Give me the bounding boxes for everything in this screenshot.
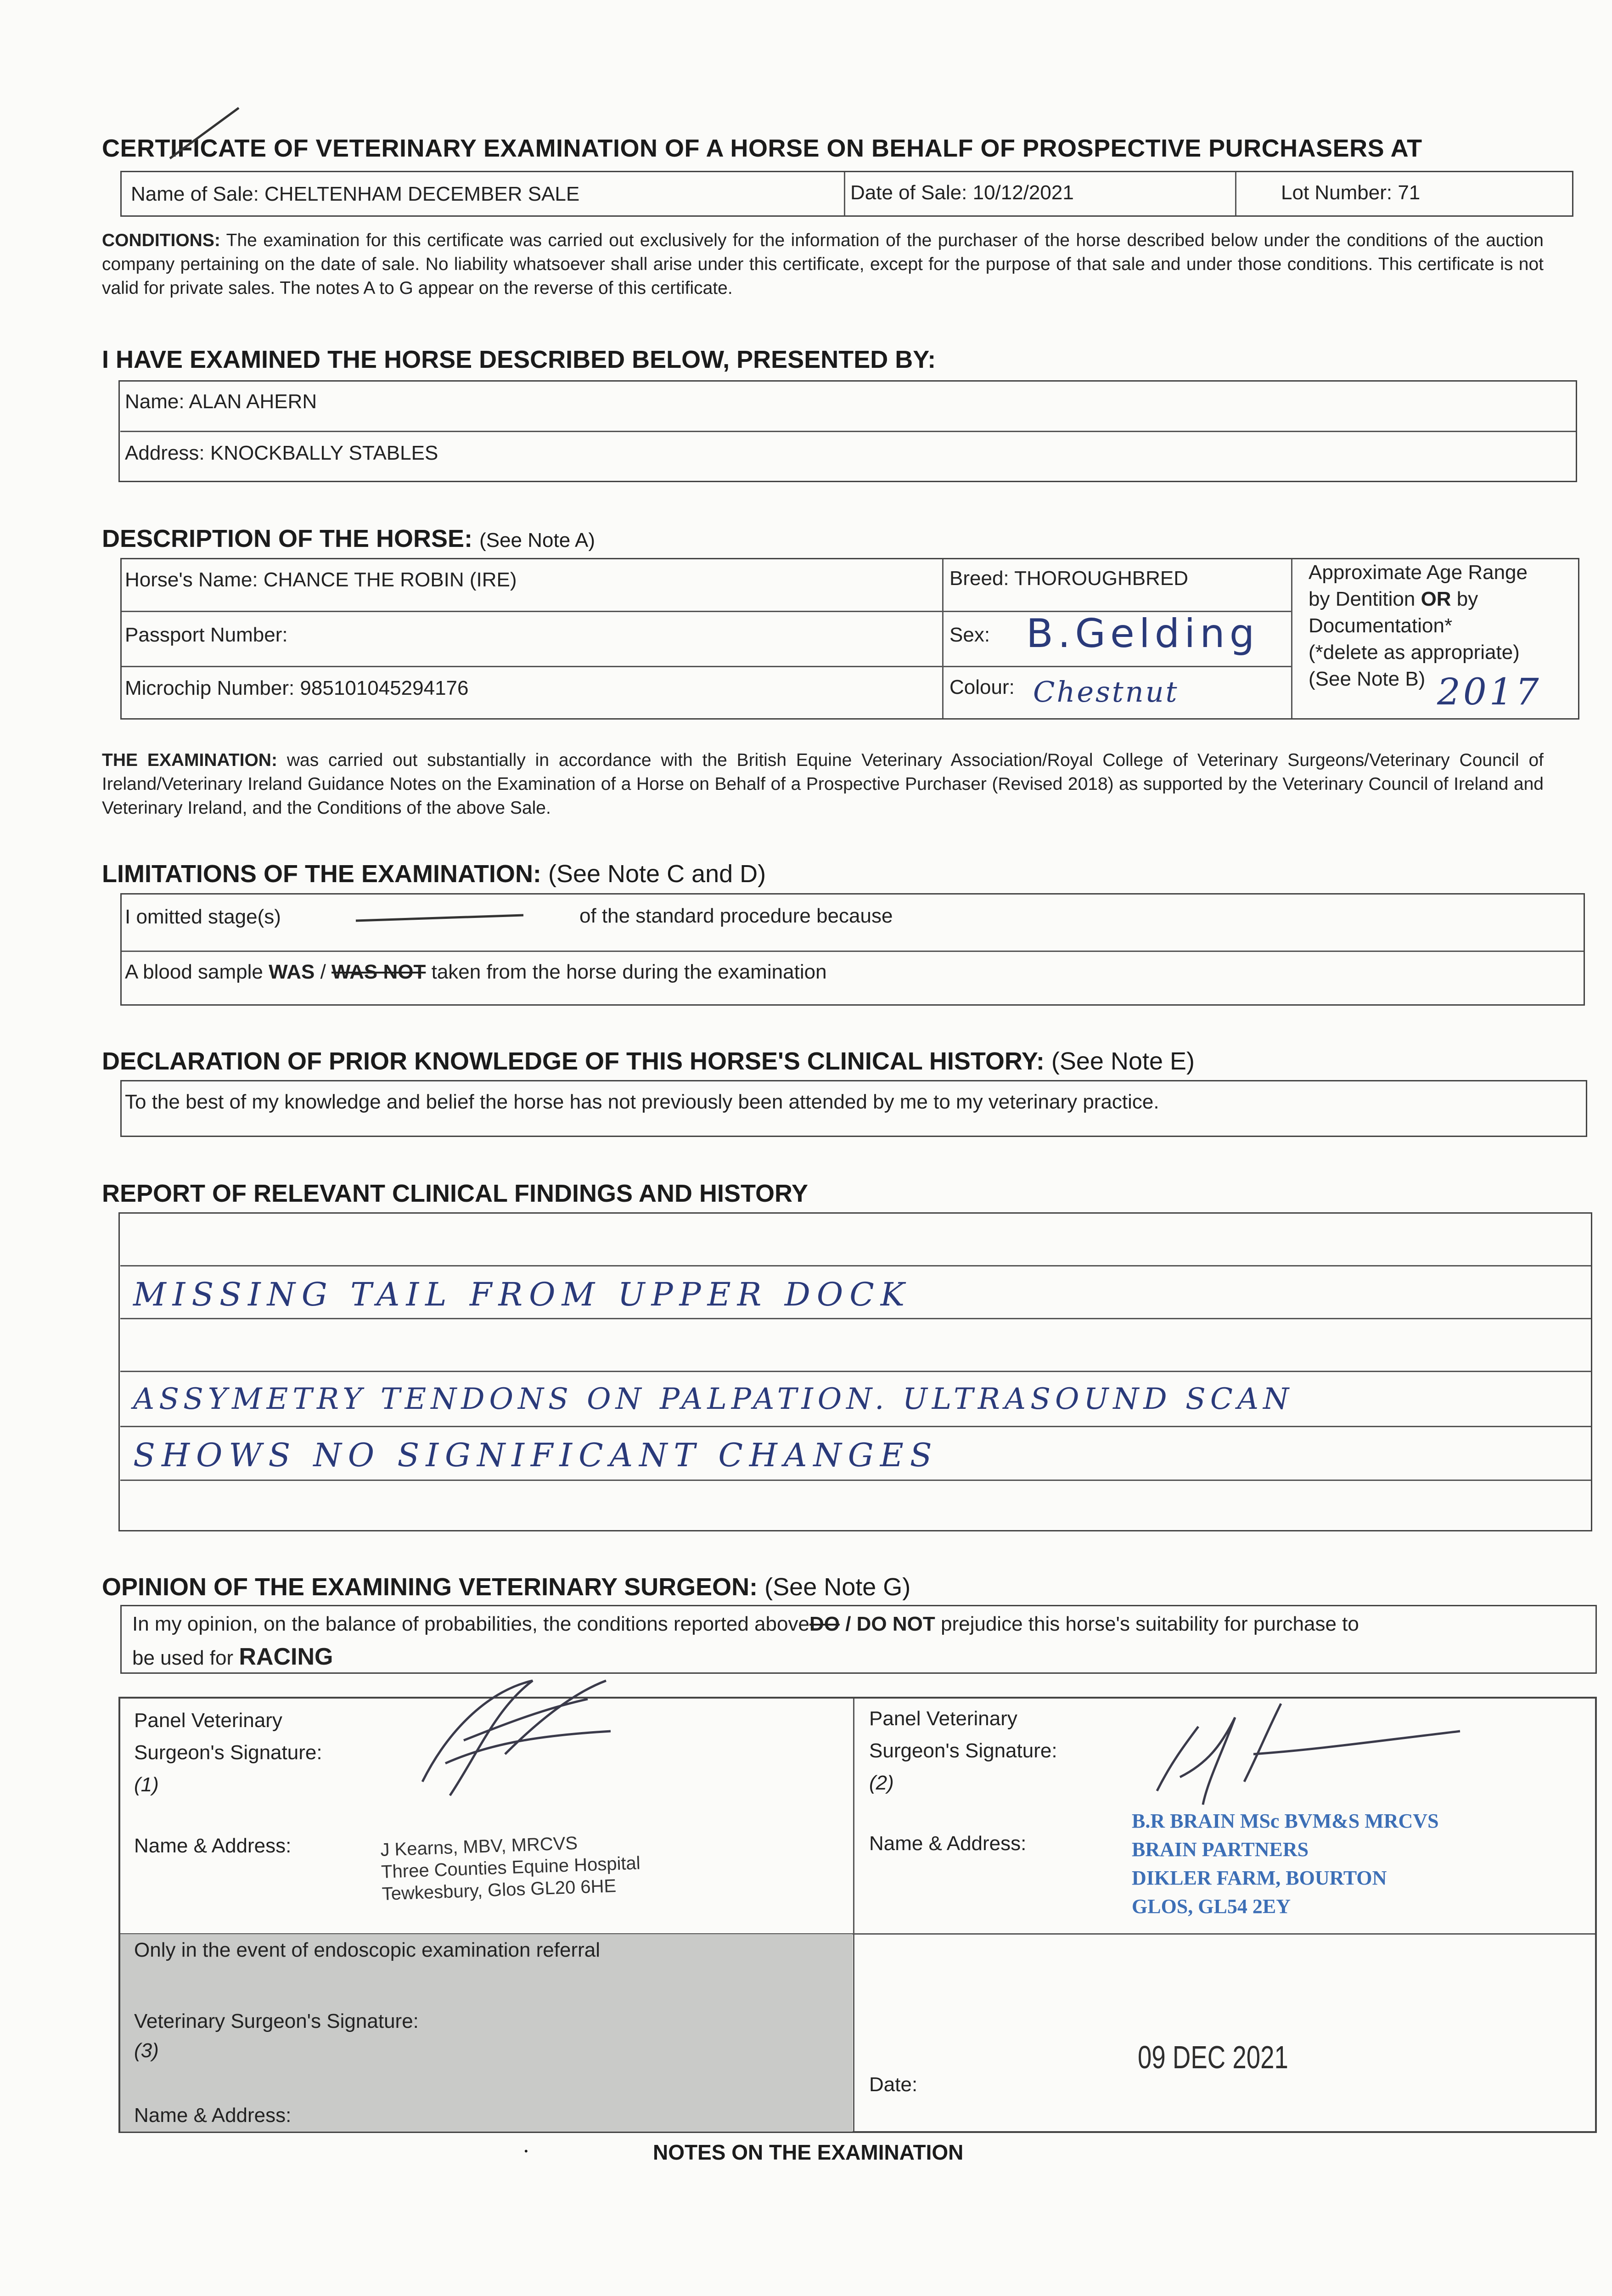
declaration-text: To the best of my knowledge and belief the horse has not previously been attended by me to my veterinary practice. bbox=[125, 1091, 1159, 1113]
panel2-name-address-label: Name & Address: bbox=[869, 1832, 1027, 1855]
presenter-heading: I HAVE EXAMINED THE HORSE DESCRIBED BELOW, PRESENTED BY: bbox=[102, 346, 936, 373]
sex-value-handwritten: B.Gelding bbox=[1026, 611, 1259, 657]
endoscopic-signature-label: Veterinary Surgeon's Signature: (3) bbox=[134, 2010, 419, 2062]
colour-value-handwritten: Chestnut bbox=[1033, 675, 1179, 709]
declaration-heading: DECLARATION OF PRIOR KNOWLEDGE OF THIS HORSE'S CLINICAL HISTORY: (See Note E) bbox=[102, 1047, 1195, 1075]
opinion-line-2: be used for RACING bbox=[132, 1643, 333, 1670]
examination-paragraph bbox=[102, 748, 1544, 820]
description-note: (See Note A) bbox=[479, 529, 595, 551]
examination-text: was carried out substantially in accordance with the British Equine Veterinary Association/Royal College of Veterinary Surgeons/Veterinary Council of Ireland/Veterinary Ireland Guidance Notes on the Examination of a Horse on Behalf of a Prospective Purchaser (Revised 2018) as supported by the Veterinary Council of Ireland and Veterinary Ireland, and the Conditions of the above Sale. bbox=[102, 750, 1544, 818]
limitations-heading: LIMITATIONS OF THE EXAMINATION: (See Note C and D) bbox=[102, 860, 766, 888]
age-value-handwritten: 2017 bbox=[1437, 670, 1542, 713]
opinion-line-1: In my opinion, on the balance of probabilities, the conditions reported aboveDO / DO NOT prejudice this horse's suitability for purchase to bbox=[132, 1613, 1359, 1635]
presenter-address: Address: KNOCKBALLY STABLES bbox=[125, 442, 438, 464]
report-line-1: MISSING TAIL FROM UPPER DOCK bbox=[133, 1276, 911, 1313]
endoscopic-label: Only in the event of endoscopic examination referral bbox=[134, 1939, 601, 1961]
panel1-label: Panel Veterinary Surgeon's Signature: (1) bbox=[134, 1709, 322, 1796]
panel1-address: J Kearns, MBV, MRCVS Three Counties Equine Hospital Tewkesbury, Glos GL20 6HE bbox=[380, 1833, 641, 1904]
panel1-name-address-label: Name & Address: bbox=[134, 1835, 292, 1857]
bullet-dot: • bbox=[524, 2145, 528, 2157]
conditions-paragraph bbox=[102, 229, 1544, 300]
report-line-2: ASSYMETRY TENDONS ON PALPATION. ULTRASOUND SCAN bbox=[133, 1382, 1294, 1416]
presenter-name: Name: ALAN AHERN bbox=[125, 390, 317, 413]
examination-label: THE EXAMINATION: bbox=[102, 750, 277, 770]
blood-sample-line: A blood sample WAS / WAS NOT taken from the horse during the examination bbox=[125, 961, 827, 983]
age-line-5: (See Note B) bbox=[1309, 668, 1426, 690]
age-line-2: by Dentition OR by bbox=[1309, 588, 1478, 610]
description-heading bbox=[102, 524, 595, 553]
age-line-3: Documentation* bbox=[1309, 614, 1453, 637]
passport-number: Passport Number: bbox=[125, 624, 288, 646]
page-title: CERTIFICATE OF VETERINARY EXAMINATION OF A HORSE ON BEHALF OF PROSPECTIVE PURCHASERS AT bbox=[102, 135, 1422, 162]
breed: Breed: THOROUGHBRED bbox=[949, 567, 1188, 590]
endoscopic-name-address-label: Name & Address: bbox=[134, 2104, 292, 2127]
microchip-number: Microchip Number: 985101045294176 bbox=[125, 677, 469, 699]
age-line-1: Approximate Age Range bbox=[1309, 561, 1528, 584]
sale-date: Date of Sale: 10/12/2021 bbox=[850, 181, 1074, 204]
conditions-text: The examination for this certificate was carried out exclusively for the information of the purchaser of the horse described below under the conditions of the auction company pertaining on the date of sale. No liability whatsoever shall arise under this certificate, except for the purpose of that sale and under those conditions. This certificate is not valid for private sales. The notes A to G appear on the reverse of this certificate. bbox=[102, 231, 1544, 298]
sex-label: Sex: bbox=[949, 624, 990, 646]
omitted-stages-label: I omitted stage(s) bbox=[125, 906, 281, 928]
conditions-label: CONDITIONS: bbox=[102, 231, 220, 250]
panel2-signature bbox=[1143, 1699, 1474, 1818]
sale-name: Name of Sale: CHELTENHAM DECEMBER SALE bbox=[131, 183, 580, 205]
date-label: Date: bbox=[869, 2073, 918, 2096]
report-line-3: SHOWS NO SIGNIFICANT CHANGES bbox=[133, 1436, 938, 1474]
pen-tick-mark bbox=[165, 103, 243, 163]
report-heading: REPORT OF RELEVANT CLINICAL FINDINGS AND HISTORY bbox=[102, 1180, 809, 1207]
date-stamp: 09 DEC 2021 bbox=[1138, 2039, 1288, 2075]
panel2-address-stamp: B.R BRAIN MSc BVM&S MRCVS BRAIN PARTNERS DIKLER FARM, BOURTON GLOS, GL54 2EY bbox=[1132, 1810, 1439, 1918]
description-heading-text: DESCRIPTION OF THE HORSE: bbox=[102, 525, 473, 552]
horse-name: Horse's Name: CHANCE THE ROBIN (IRE) bbox=[125, 568, 517, 591]
footer-notes-heading: NOTES ON THE EXAMINATION bbox=[653, 2140, 964, 2164]
lot-number: Lot Number: 71 bbox=[1281, 181, 1421, 204]
colour-label: Colour: bbox=[949, 676, 1015, 698]
omitted-stages-text: of the standard procedure because bbox=[579, 905, 893, 927]
pen-dash-line bbox=[354, 912, 528, 925]
panel2-label: Panel Veterinary Surgeon's Signature: (2) bbox=[869, 1707, 1057, 1794]
opinion-heading: OPINION OF THE EXAMINING VETERINARY SURGEON: (See Note G) bbox=[102, 1573, 911, 1601]
panel1-signature bbox=[395, 1671, 652, 1809]
age-line-4: (*delete as appropriate) bbox=[1309, 641, 1520, 664]
